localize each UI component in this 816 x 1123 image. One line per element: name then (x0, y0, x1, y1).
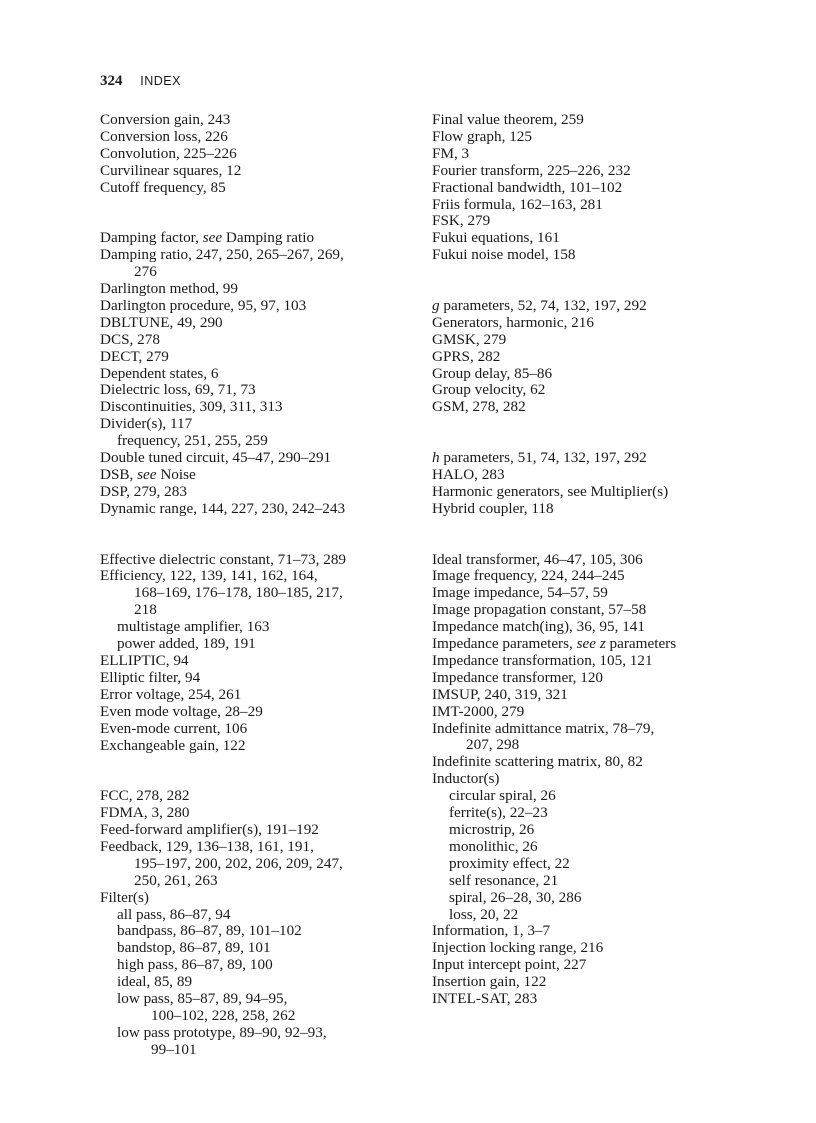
index-entry (432, 146, 732, 163)
entry-text: bandpass, 86–87, 89, 101–102 (117, 922, 302, 940)
index-entry (100, 1025, 400, 1042)
entry-text: Cutoff frequency, 85 (100, 178, 226, 196)
entry-text: Fourier transform, 225–226, 232 (432, 161, 631, 179)
index-entry (100, 653, 400, 670)
entry-italic: see (137, 466, 157, 484)
entry-text: ferrite(s), 22–23 (449, 804, 548, 822)
index-entry (100, 974, 400, 991)
entry-text: 100–102, 228, 258, 262 (151, 1006, 296, 1024)
entry-text: Feedback, 129, 136–138, 161, 191, (100, 837, 314, 855)
entry-text: Filter(s) (100, 888, 149, 906)
index-entry (100, 552, 400, 569)
entry-text: Impedance parameters, (432, 635, 577, 653)
entry-italic: h (432, 449, 440, 467)
entry-text: power added, 189, 191 (117, 635, 256, 653)
entry-text: FCC, 278, 282 (100, 787, 190, 805)
entry-text-tail: parameters (605, 635, 677, 653)
index-entry (432, 923, 732, 940)
index-entry (432, 112, 732, 129)
entry-text: Conversion loss, 226 (100, 127, 228, 145)
index-entry (100, 856, 400, 873)
entry-text: Flow graph, 125 (432, 127, 532, 145)
entry-text: low pass, 85–87, 89, 94–95, (117, 990, 288, 1008)
entry-text: Image frequency, 224, 244–245 (432, 567, 625, 585)
index-entry (100, 433, 400, 450)
entry-text: Feed-forward amplifier(s), 191–192 (100, 821, 319, 839)
entry-text: Image propagation constant, 57–58 (432, 601, 647, 619)
entry-text-tail: parameters, 51, 74, 132, 197, 292 (439, 449, 647, 467)
entry-italic: see z (576, 635, 606, 653)
entry-text: Exchangeable gain, 122 (100, 736, 246, 754)
index-entry (432, 366, 732, 383)
entry-text: IMT-2000, 279 (432, 702, 525, 720)
section-label: INDEX (140, 74, 181, 88)
entry-text: Effective dielectric constant, 71–73, 289 (100, 550, 347, 568)
entry-text: frequency, 251, 255, 259 (117, 432, 268, 450)
index-entry (432, 467, 732, 484)
entry-text: DCS, 278 (100, 330, 160, 348)
index-entry (432, 822, 732, 839)
index-entry (432, 957, 732, 974)
entry-text: low pass prototype, 89–90, 92–93, (117, 1023, 327, 1041)
index-entry (432, 839, 732, 856)
index-entry (432, 636, 732, 653)
index-entry (432, 197, 732, 214)
entry-text: Impedance match(ing), 36, 95, 141 (432, 618, 645, 636)
entry-text: Input intercept point, 227 (432, 956, 587, 974)
index-entry (432, 873, 732, 890)
entry-text: Double tuned circuit, 45–47, 290–291 (100, 449, 332, 467)
entry-text: Even-mode current, 106 (100, 719, 248, 737)
index-entry (100, 146, 400, 163)
index-entry (432, 399, 732, 416)
index-entry (432, 653, 732, 670)
index-entry (432, 180, 732, 197)
index-entry (432, 670, 732, 687)
index-entry (432, 298, 732, 315)
index-entry (100, 247, 400, 264)
entry-text: all pass, 86–87, 94 (117, 905, 231, 923)
index-entry (100, 264, 400, 281)
index-entry (100, 957, 400, 974)
index-entry (100, 670, 400, 687)
index-entry (100, 281, 400, 298)
entry-text: Divider(s), 117 (100, 415, 193, 433)
index-entry (432, 619, 732, 636)
index-entry (100, 180, 400, 197)
index-entry (432, 940, 732, 957)
index-entry (432, 907, 732, 924)
index-entry (432, 602, 732, 619)
entry-text: IMSUP, 240, 319, 321 (432, 685, 568, 703)
index-entry (100, 602, 400, 619)
entry-text: 218 (134, 601, 157, 619)
index-entry (100, 822, 400, 839)
index-entry (100, 940, 400, 957)
index-entry (432, 754, 732, 771)
entry-text: Efficiency, 122, 139, 141, 162, 164, (100, 567, 318, 585)
index-entry (432, 450, 732, 467)
index-entry (432, 213, 732, 230)
index-entry (432, 163, 732, 180)
entry-text: Friis formula, 162–163, 281 (432, 195, 603, 213)
index-entry (432, 568, 732, 585)
index-entry (100, 129, 400, 146)
entry-text: circular spiral, 26 (449, 787, 556, 805)
entry-text: Group delay, 85–86 (432, 364, 553, 382)
index-entry (432, 805, 732, 822)
index-entry (432, 247, 732, 264)
index-entry (100, 163, 400, 180)
entry-text: proximity effect, 22 (449, 854, 570, 872)
entry-text: Image impedance, 54–57, 59 (432, 584, 608, 602)
entry-text: GSM, 278, 282 (432, 398, 526, 416)
entry-text: Harmonic generators, see Multiplier(s) (432, 482, 669, 500)
entry-text-tail: parameters, 52, 74, 132, 197, 292 (439, 296, 647, 314)
entry-text: 207, 298 (466, 736, 520, 754)
page-header (100, 71, 181, 91)
index-entry (432, 704, 732, 721)
entry-text: ideal, 85, 89 (117, 973, 193, 991)
index-entry (432, 484, 732, 501)
entry-text: GPRS, 282 (432, 347, 501, 365)
index-entry (432, 737, 732, 754)
entry-text: Even mode voltage, 28–29 (100, 702, 263, 720)
entry-text-tail: Noise (156, 466, 196, 484)
entry-text: Dynamic range, 144, 227, 230, 242–243 (100, 499, 346, 517)
entry-text: loss, 20, 22 (449, 905, 519, 923)
index-entry (100, 230, 400, 247)
entry-text: DECT, 279 (100, 347, 169, 365)
index-entry (100, 704, 400, 721)
entry-text: Impedance transformation, 105, 121 (432, 651, 653, 669)
index-entry (100, 890, 400, 907)
index-entry (100, 399, 400, 416)
entry-text: Convolution, 225–226 (100, 144, 237, 162)
index-entry (100, 907, 400, 924)
index-entry (432, 382, 732, 399)
entry-text: 276 (134, 263, 157, 281)
index-entry (100, 568, 400, 585)
entry-text: DSB, (100, 466, 138, 484)
index-entry (432, 974, 732, 991)
entry-text: Dependent states, 6 (100, 364, 219, 382)
entry-text: bandstop, 86–87, 89, 101 (117, 939, 271, 957)
index-entry (100, 467, 400, 484)
index-entry (432, 991, 732, 1008)
index-entry (100, 382, 400, 399)
section-gap (432, 416, 732, 450)
index-entry (100, 636, 400, 653)
entry-text: Fractional bandwidth, 101–102 (432, 178, 623, 196)
index-entry (432, 890, 732, 907)
entry-text: 99–101 (151, 1040, 197, 1058)
entry-text: Ideal transformer, 46–47, 105, 306 (432, 550, 643, 568)
index-entry (100, 484, 400, 501)
entry-text: Group velocity, 62 (432, 381, 546, 399)
index-entry (100, 839, 400, 856)
entry-italic: g (432, 296, 440, 314)
index-entry (100, 991, 400, 1008)
index-entry (432, 856, 732, 873)
entry-text: multistage amplifier, 163 (117, 618, 270, 636)
entry-text: Final value theorem, 259 (432, 111, 584, 128)
entry-text: DBLTUNE, 49, 290 (100, 313, 223, 331)
index-entry (432, 788, 732, 805)
entry-text: HALO, 283 (432, 466, 505, 483)
page-number: 324 (100, 73, 123, 89)
index-entry (100, 923, 400, 940)
index-entry (100, 721, 400, 738)
entry-text: FDMA, 3, 280 (100, 804, 190, 822)
index-entry (100, 450, 400, 467)
entry-text: Impedance transformer, 120 (432, 668, 604, 686)
entry-text: INTEL-SAT, 283 (432, 990, 538, 1008)
entry-text: Discontinuities, 309, 311, 313 (100, 398, 283, 416)
index-entry (100, 416, 400, 433)
index-entry (432, 349, 732, 366)
entry-text: 168–169, 176–178, 180–185, 217, (134, 584, 343, 602)
entry-text: microstrip, 26 (449, 821, 535, 839)
index-entry (100, 788, 400, 805)
index-entry (100, 298, 400, 315)
section-gap (100, 754, 400, 788)
entry-text: Darlington procedure, 95, 97, 103 (100, 296, 307, 314)
index-entry (100, 366, 400, 383)
entry-text: Conversion gain, 243 (100, 111, 231, 128)
entry-text: Elliptic filter, 94 (100, 668, 201, 686)
entry-text: monolithic, 26 (449, 837, 538, 855)
index-entry (432, 721, 732, 738)
index-entry (100, 315, 400, 332)
index-entry (100, 873, 400, 890)
entry-text: Fukui equations, 161 (432, 229, 560, 247)
index-entry (432, 230, 732, 247)
entry-text: self resonance, 21 (449, 871, 559, 889)
entry-text: spiral, 26–28, 30, 286 (449, 888, 582, 906)
entry-text: Damping ratio, 247, 250, 265–267, 269, (100, 246, 344, 264)
index-entry (100, 585, 400, 602)
entry-italic: see (202, 229, 223, 247)
entry-text: FM, 3 (432, 144, 470, 162)
entry-text: Injection locking range, 216 (432, 939, 604, 957)
index-entry (432, 552, 732, 569)
entry-text: Indefinite scattering matrix, 80, 82 (432, 753, 643, 771)
entry-text: Damping factor, (100, 229, 203, 247)
entry-text: high pass, 86–87, 89, 100 (117, 956, 273, 974)
entry-text: Hybrid coupler, 118 (432, 499, 554, 517)
index-entry (100, 687, 400, 704)
index-entry (100, 349, 400, 366)
index-entry (432, 129, 732, 146)
index-entry (432, 585, 732, 602)
index-entry (100, 112, 400, 129)
entry-text: 195–197, 200, 202, 206, 209, 247, (134, 854, 343, 872)
entry-text: GMSK, 279 (432, 330, 507, 348)
section-gap (432, 518, 732, 552)
entry-text: Error voltage, 254, 261 (100, 685, 242, 703)
entry-text: Inductor(s) (432, 770, 500, 788)
index-entry (100, 805, 400, 822)
index-entry (100, 332, 400, 349)
section-gap (100, 518, 400, 552)
index-entry (100, 619, 400, 636)
index-column-right (432, 112, 732, 1008)
index-entry (432, 332, 732, 349)
index-entry (432, 687, 732, 704)
index-entry (100, 1042, 400, 1059)
index-entry (432, 315, 732, 332)
index-entry (432, 501, 732, 518)
index-column-left (100, 112, 400, 1059)
section-gap (100, 197, 400, 231)
index-entry (100, 1008, 400, 1025)
entry-text: Insertion gain, 122 (432, 973, 547, 991)
entry-text: Fukui noise model, 158 (432, 246, 576, 264)
entry-text: Darlington method, 99 (100, 280, 238, 298)
entry-text-tail: Damping ratio (222, 229, 315, 247)
entry-text: Indefinite admittance matrix, 78–79, (432, 719, 655, 737)
index-entry (100, 738, 400, 755)
entry-text: Dielectric loss, 69, 71, 73 (100, 381, 256, 399)
entry-text: Generators, harmonic, 216 (432, 313, 594, 331)
entry-text: DSP, 279, 283 (100, 482, 187, 500)
entry-text: ELLIPTIC, 94 (100, 651, 189, 669)
index-entry (100, 501, 400, 518)
entry-text: FSK, 279 (432, 212, 491, 230)
entry-text: Curvilinear squares, 12 (100, 161, 242, 179)
entry-text: Information, 1, 3–7 (432, 922, 551, 940)
entry-text: 250, 261, 263 (134, 871, 218, 889)
index-entry (432, 771, 732, 788)
section-gap (432, 264, 732, 298)
